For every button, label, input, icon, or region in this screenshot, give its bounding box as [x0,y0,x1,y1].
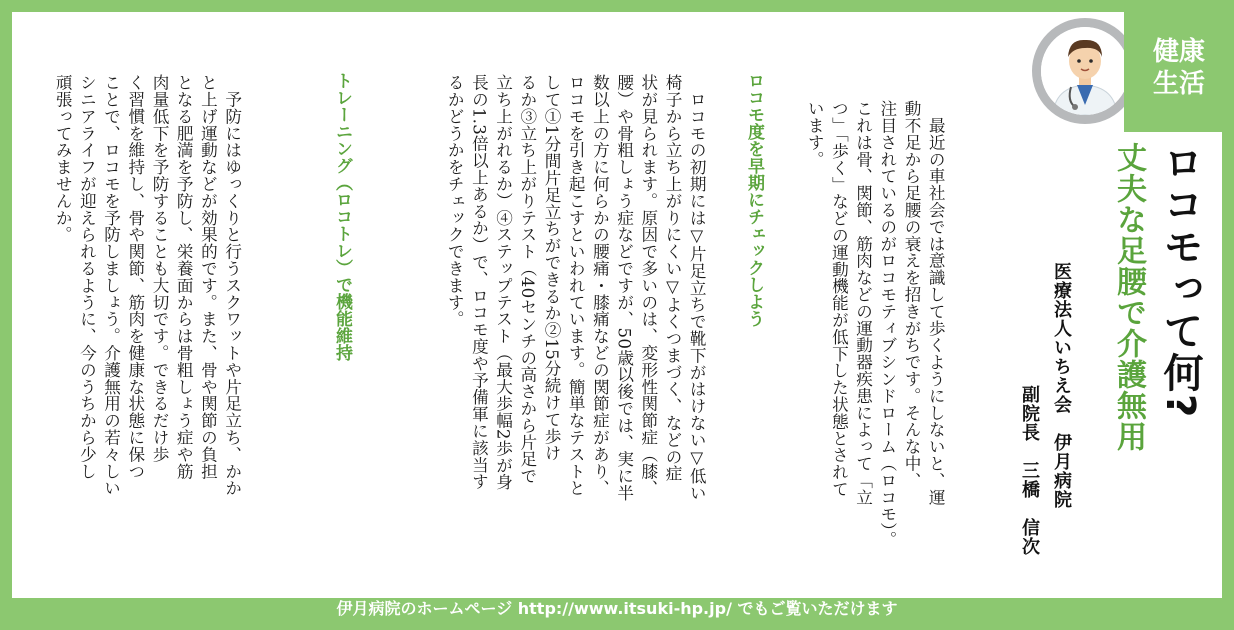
health-life-badge [1032,12,1234,132]
section-training-paragraph: 予防にはゆっくりと行うスクワットや片足立ち、かか と上げ運動などが効果的です。また、骨や関節の負担 となる肥満を予防し、栄養面からは骨粗しょう症や筋 肉量低下を予防することも大切です。できるだけ歩 く習慣を維持し、骨や関節、筋肉を健康な状態に保つ ことで、ロコモを予防しましょう。介護無用の若々しい シニアライフが迎えられるように、今のうちから少し 頑張ってみませんか。 [53,74,242,497]
article-title: ロコモって何? [1157,142,1203,420]
badge-line-1: 健康 [1152,37,1205,67]
doctor-icon [1041,27,1129,115]
article-panel [12,12,1222,598]
intro-paragraph: 最近の車社会では意識して歩くようにしないと、運 動不足から足腰の衰えを招きがちです。そんな中、 注目されているのがロコモティブシンドローム（ロコモ）。 これは骨、関節、筋肉などの運動器疾患によって「立 つ」「歩く」などの運動機能が低下した状態とされて います。 [805,100,946,548]
article-subtitle: 丈夫な足腰で介護無用 [1111,142,1146,452]
badge-label [1124,12,1234,132]
author-name: 副院長 三橋 信次 [1019,385,1040,556]
badge-line-2: 生活 [1152,69,1205,99]
section-check-paragraph: ロコモの初期には▽片足立ちで靴下がはけない▽低い 椅子から立ち上がりにくい▽よくつまづく、などの症 状が見られます。原因で多いのは、変形性関節症（膝、 腰）や骨粗しょう症などですが、50歳以後では、実に半 数以上の方に何らかの腰痛・膝痛などの関節症があり、 ロコモを引き起こすといわれています。簡単なテストと して①1分間片足立ちができるか②15分続けて歩け るか③立ち上がりテスト（40センチの高さから片足で 立ち上がれるか）④ステップテスト（最大歩幅2歩が身 長の1.3倍以上あるか）で、ロコモ度や予備軍に該当す るかどうかをチェックできます。 [445,74,707,502]
homepage-footer: 伊月病院のホームページ http://www.itsuki-hp.jp/ でもご覧いただけます [336,599,898,618]
section-heading-training: トレーニング（ロコトレ）で機能維持 [332,72,352,361]
section-heading-check: ロコモ度を早期にチェックしよう [744,72,764,327]
author-organization: 医療法人いちえ会 伊月病院 [1051,262,1072,509]
